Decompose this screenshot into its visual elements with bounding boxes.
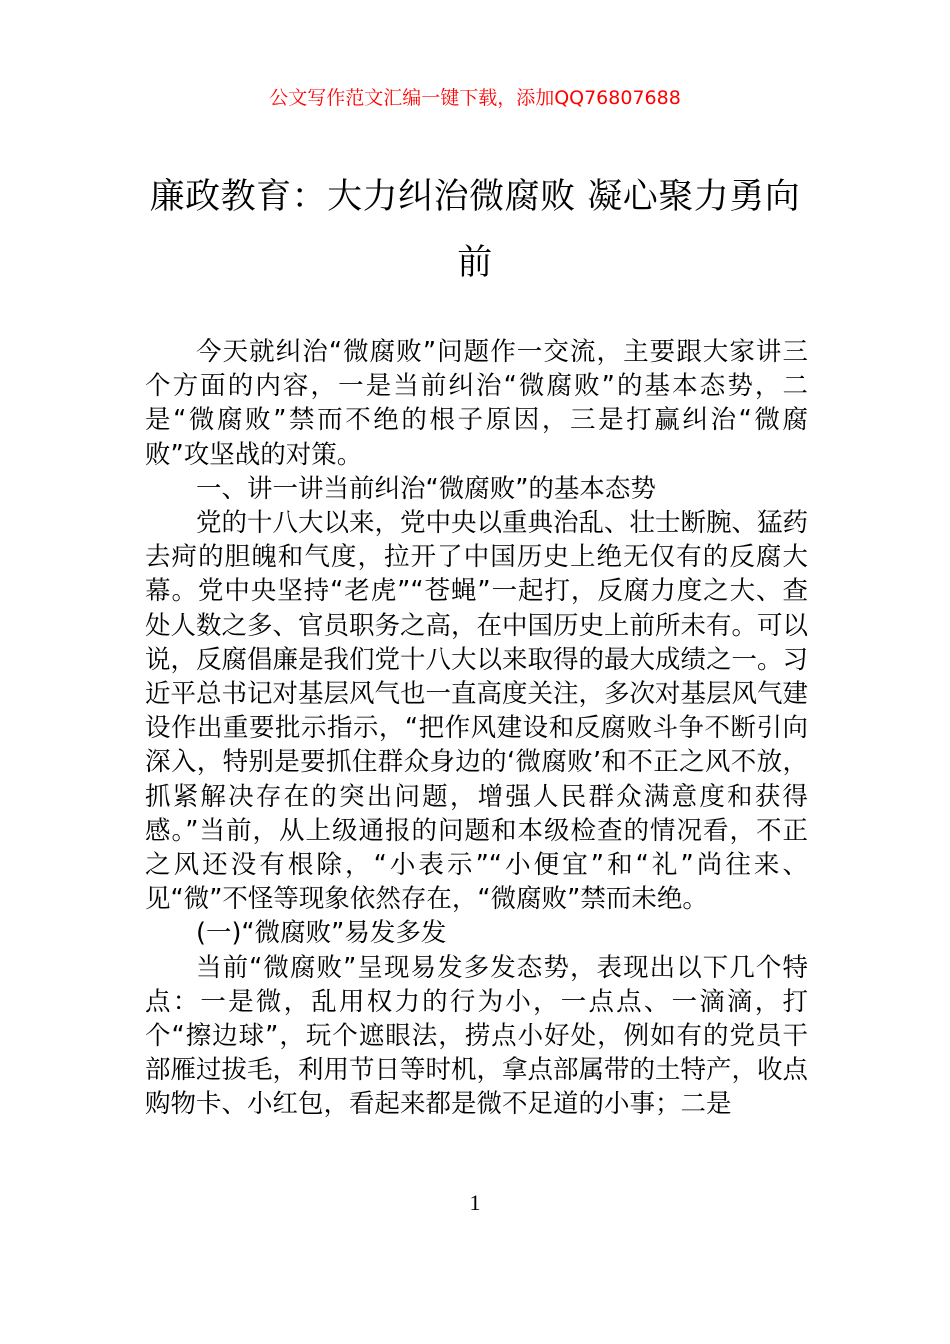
intro-paragraph: 今天就纠治“微腐败”问题作一交流，主要跟大家讲三个方面的内容，一是当前纠治“微腐败”的基本态势，二是“微腐败”禁而不绝的根子原因，三是打赢纠治“微腐败”攻坚战的对策。 bbox=[145, 337, 808, 470]
document-body bbox=[145, 335, 808, 1122]
body-paragraph: 当前“微腐败”呈现易发多发态势，表现出以下几个特点：一是微，乱用权力的行为小，一点点、一滴滴，打个“擦边球”，玩个遮眼法，捞点小好处，例如有的党员干部雁过拔毛，利用节日等时机，拿点部属带的土特产，收点购物卡、小红包，看起来都是微不足道的小事；二是 bbox=[145, 952, 809, 1120]
document-title: 廉政教育：大力纠治微腐败 凝心聚力勇向前 bbox=[149, 177, 801, 283]
section-heading-1: 一、讲一讲当前纠治“微腐败”的基本态势 bbox=[196, 473, 656, 504]
page-number: 1 bbox=[469, 1190, 481, 1215]
subsection-heading-1: (一)“微腐败”易发多发 bbox=[196, 918, 447, 949]
body-paragraph: 党的十八大以来，党中央以重典治乱、壮士断腕、猛药去疴的胆魄和气度，拉开了中国历史上绝无仅有的反腐大幕。党中央坚持“老虎”“苍蝇”一起打，反腐力度之大、查处人数之多、官员职务之高，在中国历史上前所未有。可以说，反腐倡廉是我们党十八大以来取得的最大成绩之一。习近平总书记对基层风气也一直高度关注，多次对基层风气建设作出重要批示指示，“把作风建设和反腐败斗争不断引向深入，特别是要抓住群众身边的‘微腐败’和不正之风不放，抓紧解决存在的突出问题，增强人民群众满意度和获得感。”当前，从上级通报的问题和本级检查的情况看，不正之风还没有根除，“小表示”“小便宜”和“礼”尚往来、见“微”不怪等现象依然存在，“微腐败”禁而未绝。 bbox=[145, 508, 809, 915]
watermark-download-notice: 公文写作范文汇编一键下载，添加QQ76807688 bbox=[269, 87, 681, 109]
